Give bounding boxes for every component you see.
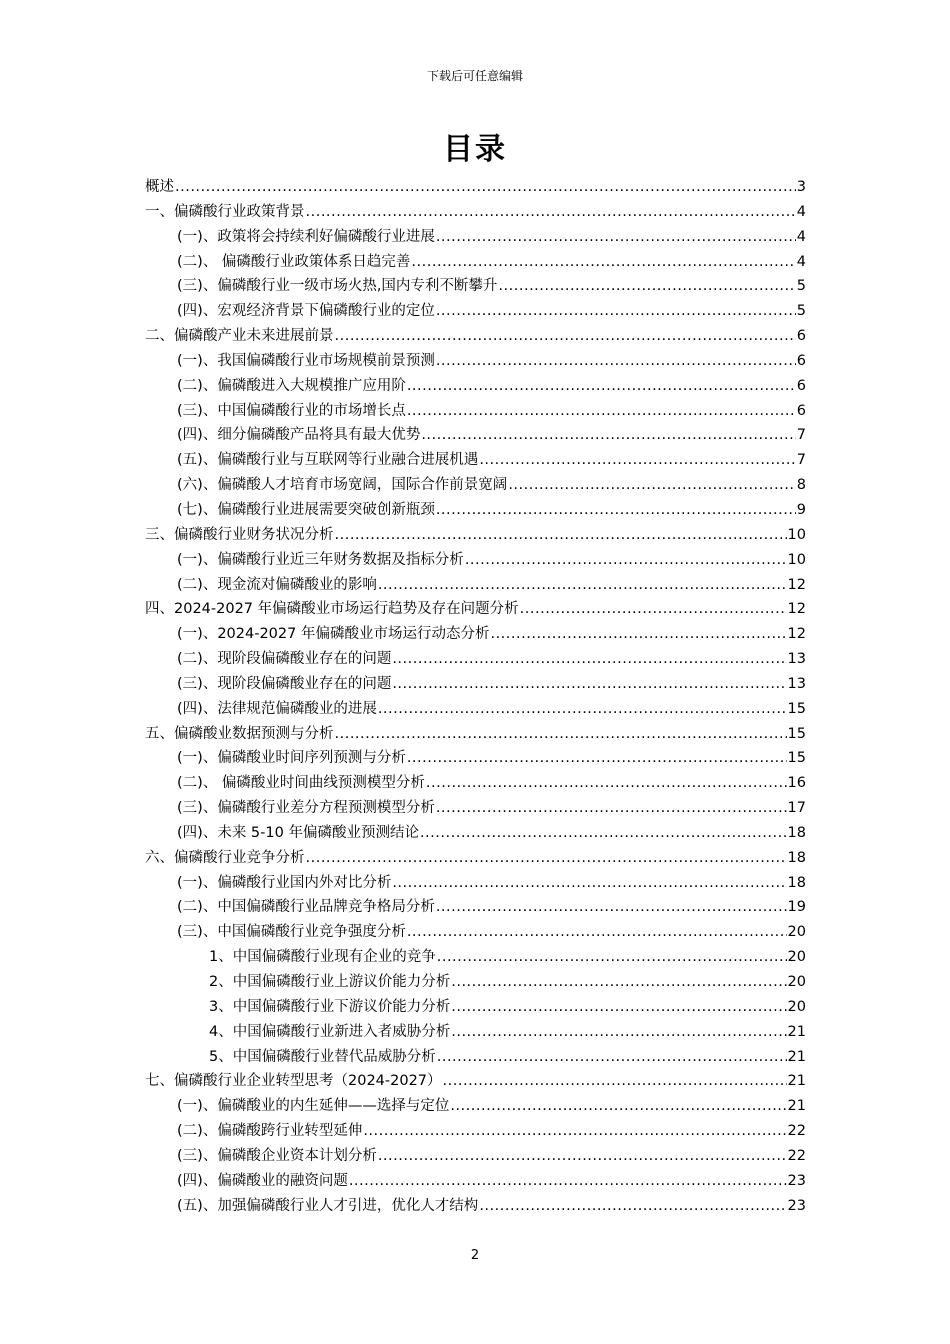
toc-leader-dots — [407, 378, 796, 394]
toc-entry[interactable] — [145, 672, 806, 697]
toc-entry[interactable] — [145, 970, 806, 995]
toc-entry-page: 15 — [787, 700, 806, 717]
toc-leader-dots — [479, 452, 795, 468]
toc-entry[interactable] — [145, 895, 806, 920]
toc-entry-title: 5、中国偏磷酸行业替代品威胁分析 — [209, 1048, 436, 1065]
toc-entry[interactable] — [145, 374, 806, 399]
toc-entry[interactable] — [145, 622, 806, 647]
toc-entry[interactable] — [145, 1119, 806, 1144]
toc-leader-dots — [451, 999, 786, 1015]
toc-entry-title: (二)、 偏磷酸业时间曲线预测模型分析 — [177, 775, 425, 792]
toc-entry-page: 6 — [796, 402, 806, 419]
toc-entry-page: 9 — [796, 501, 806, 518]
toc-entry-title: (四)、法律规范偏磷酸业的进展 — [177, 700, 377, 717]
toc-entry[interactable] — [145, 548, 806, 573]
toc-leader-dots — [306, 204, 796, 220]
toc-leader-dots — [335, 328, 796, 344]
toc-entry[interactable] — [145, 473, 806, 498]
toc-leader-dots — [306, 850, 787, 866]
toc-entry-title: (四)、细分偏磷酸产品将具有最大优势 — [177, 427, 421, 444]
toc-entry[interactable] — [145, 1094, 806, 1119]
toc-entry-page: 6 — [796, 352, 806, 369]
toc-entry-page: 13 — [787, 651, 806, 668]
toc-leader-dots — [450, 1098, 786, 1114]
toc-entry-title: (三)、中国偏磷酸行业的市场增长点 — [177, 402, 406, 419]
toc-leader-dots — [175, 179, 796, 195]
toc-leader-dots — [335, 726, 787, 742]
toc-entry-title: (四)、未来 5-10 年偏磷酸业预测结论 — [177, 824, 419, 841]
toc-entry-title: 1、中国偏磷酸行业现有企业的竞争 — [209, 949, 436, 966]
toc-leader-dots — [436, 800, 787, 816]
toc-entry-page: 8 — [796, 477, 806, 494]
toc-entry[interactable] — [145, 920, 806, 945]
toc-entry-title: 4、中国偏磷酸行业新进入者威胁分析 — [209, 1023, 451, 1040]
toc-entry[interactable] — [145, 299, 806, 324]
toc-leader-dots — [392, 676, 786, 692]
toc-entry[interactable] — [145, 821, 806, 846]
toc-entry-page: 21 — [787, 1073, 806, 1090]
toc-leader-dots — [436, 353, 796, 369]
toc-entry[interactable] — [145, 1069, 806, 1094]
page-number: 2 — [470, 1248, 480, 1263]
toc-leader-dots — [465, 552, 787, 568]
toc-entry-title: 3、中国偏磷酸行业下游议价能力分析 — [209, 998, 451, 1015]
toc-leader-dots — [436, 303, 796, 319]
toc-entry-title: (二)、偏磷酸进入大规模推广应用阶 — [177, 377, 406, 394]
toc-leader-dots — [426, 775, 787, 791]
toc-entry-title: 五、偏磷酸业数据预测与分析 — [145, 725, 334, 742]
toc-leader-dots — [407, 403, 796, 419]
toc-entry[interactable] — [145, 175, 806, 200]
toc-entry-title: 四、2024-2027 年偏磷酸业市场运行趋势及存在问题分析 — [145, 601, 519, 618]
toc-leader-dots — [436, 502, 796, 518]
toc-entry-title: (五)、偏磷酸行业与互联网等行业融合进展机遇 — [177, 452, 479, 469]
toc-entry-title: (四)、偏磷酸业的融资问题 — [177, 1172, 348, 1189]
toc-entry[interactable] — [145, 1194, 806, 1219]
toc-leader-dots — [451, 974, 786, 990]
toc-entry-page: 13 — [787, 675, 806, 692]
toc-entry-page: 21 — [787, 1048, 806, 1065]
toc-entry-title: 2、中国偏磷酸行业上游议价能力分析 — [209, 974, 451, 990]
toc-leader-dots — [479, 1198, 786, 1214]
toc-leader-dots — [498, 278, 795, 294]
toc-entry[interactable] — [145, 597, 806, 622]
toc-leader-dots — [407, 750, 787, 766]
toc-entry-title: (一)、政策将会持续利好偏磷酸行业进展 — [177, 228, 435, 245]
toc-entry-page: 20 — [787, 974, 806, 990]
toc-entry-title: (三)、中国偏磷酸行业竞争强度分析 — [177, 924, 406, 941]
toc-entry-page: 20 — [787, 998, 806, 1015]
toc-entry-page: 12 — [787, 576, 806, 593]
toc-entry[interactable] — [145, 1169, 806, 1194]
toc-entry-title: 二、偏磷酸产业未来进展前景 — [145, 328, 334, 345]
toc-entry-title: (二)、中国偏磷酸行业品牌竞争格局分析 — [177, 899, 435, 916]
toc-entry[interactable] — [145, 573, 806, 598]
toc-entry-page: 22 — [787, 1147, 806, 1164]
toc-entry-page: 5 — [796, 303, 806, 320]
toc-leader-dots — [363, 1123, 786, 1139]
toc-entry-title: (三)、现阶段偏磷酸业存在的问题 — [177, 675, 392, 692]
toc-entry-title: (一)、偏磷酸行业国内外对比分析 — [177, 874, 392, 891]
toc-entry-page: 4 — [796, 228, 806, 245]
toc-entry-title: (三)、偏磷酸行业一级市场火热,国内专利不断攀升 — [177, 278, 498, 295]
toc-leader-dots — [436, 229, 796, 245]
toc-entry[interactable] — [145, 250, 806, 275]
table-of-contents — [145, 175, 806, 1218]
toc-leader-dots — [335, 527, 787, 543]
toc-entry[interactable] — [145, 498, 806, 523]
toc-leader-dots — [392, 875, 786, 891]
toc-entry-title: 三、偏磷酸行业财务状况分析 — [145, 526, 334, 543]
toc-entry-page: 18 — [787, 874, 806, 891]
toc-entry-page: 4 — [796, 253, 806, 270]
toc-title: 目录 — [443, 132, 507, 167]
toc-entry[interactable] — [145, 722, 806, 747]
toc-entry[interactable] — [145, 796, 806, 821]
toc-entry-title: (一)、2024-2027 年偏磷酸业市场运行动态分析 — [177, 626, 490, 643]
toc-entry[interactable] — [145, 1144, 806, 1169]
toc-entry[interactable] — [145, 225, 806, 250]
toc-entry-title: (四)、宏观经济背景下偏磷酸行业的定位 — [177, 303, 435, 320]
toc-entry[interactable] — [145, 349, 806, 374]
toc-entry-page: 23 — [787, 1197, 806, 1214]
toc-entry[interactable] — [145, 399, 806, 424]
toc-entry[interactable] — [145, 274, 806, 299]
toc-entry-title: (二)、现金流对偏磷酸业的影响 — [177, 576, 377, 593]
toc-leader-dots — [378, 577, 787, 593]
toc-entry-title: (七)、偏磷酸行业进展需要突破创新瓶颈 — [177, 501, 435, 518]
toc-entry-title: (三)、偏磷酸企业资本计划分析 — [177, 1147, 377, 1164]
toc-entry[interactable] — [145, 871, 806, 896]
toc-entry[interactable] — [145, 523, 806, 548]
toc-leader-dots — [421, 427, 795, 443]
toc-entry[interactable] — [145, 945, 806, 970]
toc-leader-dots — [520, 601, 787, 617]
toc-entry-title: (二)、现阶段偏磷酸业存在的问题 — [177, 651, 392, 668]
toc-entry-page: 21 — [787, 1098, 806, 1115]
toc-leader-dots — [378, 701, 787, 717]
toc-leader-dots — [392, 651, 786, 667]
toc-leader-dots — [411, 254, 795, 270]
toc-entry-title: (二)、偏磷酸跨行业转型延伸 — [177, 1123, 363, 1140]
toc-entry-page: 16 — [787, 775, 806, 792]
toc-entry[interactable] — [145, 771, 806, 796]
toc-entry[interactable] — [145, 423, 806, 448]
toc-entry-title: (一)、偏磷酸行业近三年财务数据及指标分析 — [177, 551, 464, 568]
toc-entry[interactable] — [145, 647, 806, 672]
toc-entry-title: 六、偏磷酸行业竞争分析 — [145, 849, 305, 866]
toc-entry[interactable] — [145, 448, 806, 473]
toc-entry-page: 18 — [787, 849, 806, 866]
toc-entry-page: 7 — [796, 427, 806, 444]
toc-entry-title: (一)、偏磷酸业的内生延伸——选择与定位 — [177, 1098, 450, 1115]
toc-entry-page: 4 — [796, 203, 806, 220]
toc-entry[interactable] — [145, 746, 806, 771]
toc-entry[interactable] — [145, 1045, 806, 1070]
toc-entry-page: 10 — [787, 551, 806, 568]
toc-leader-dots — [437, 1049, 787, 1065]
toc-entry-page: 20 — [787, 949, 806, 966]
toc-entry-page: 7 — [796, 452, 806, 469]
toc-leader-dots — [443, 1073, 787, 1089]
toc-entry[interactable] — [145, 846, 806, 871]
toc-entry-page: 6 — [796, 328, 806, 345]
toc-entry-page: 15 — [787, 750, 806, 767]
toc-leader-dots — [420, 825, 787, 841]
page-header: 下载后可任意编辑 — [426, 69, 523, 83]
toc-leader-dots — [436, 899, 787, 915]
toc-entry-title: 一、偏磷酸行业政策背景 — [145, 203, 305, 220]
toc-leader-dots — [437, 949, 787, 965]
toc-entry-title: (二)、 偏磷酸行业政策体系日趋完善 — [177, 253, 411, 270]
toc-entry-page: 19 — [787, 899, 806, 916]
toc-entry-title: (五)、加强偏磷酸行业人才引进，优化人才结构 — [177, 1197, 479, 1214]
toc-entry-page: 17 — [787, 800, 806, 817]
toc-entry[interactable] — [145, 995, 806, 1020]
toc-entry[interactable] — [145, 697, 806, 722]
toc-entry[interactable] — [145, 1020, 806, 1045]
toc-entry-page: 22 — [787, 1123, 806, 1140]
toc-entry-title: 概述 — [145, 179, 174, 195]
toc-entry-page: 6 — [796, 377, 806, 394]
toc-entry-page: 20 — [787, 924, 806, 941]
toc-entry-page: 3 — [796, 179, 806, 195]
toc-entry-title: (六)、偏磷酸人才培育市场宽阔，国际合作前景宽阔 — [177, 477, 508, 494]
toc-entry-title: 七、偏磷酸行业企业转型思考（2024-2027） — [145, 1073, 442, 1090]
toc-entry-title: (三)、偏磷酸行业差分方程预测模型分析 — [177, 800, 435, 817]
toc-entry-page: 5 — [796, 278, 806, 295]
toc-leader-dots — [378, 1148, 787, 1164]
toc-entry-page: 10 — [787, 526, 806, 543]
toc-entry-page: 15 — [787, 725, 806, 742]
toc-leader-dots — [349, 1173, 787, 1189]
toc-leader-dots — [451, 1024, 786, 1040]
toc-entry[interactable] — [145, 200, 806, 225]
toc-entry-page: 21 — [787, 1023, 806, 1040]
toc-entry[interactable] — [145, 324, 806, 349]
toc-entry-page: 12 — [787, 626, 806, 643]
toc-leader-dots — [490, 626, 786, 642]
toc-leader-dots — [407, 924, 787, 940]
toc-entry-page: 23 — [787, 1172, 806, 1189]
toc-leader-dots — [508, 477, 795, 493]
toc-entry-page: 18 — [787, 824, 806, 841]
toc-entry-title: (一)、我国偏磷酸行业市场规模前景预测 — [177, 352, 435, 369]
toc-entry-page: 12 — [787, 601, 806, 618]
toc-entry-title: (一)、偏磷酸业时间序列预测与分析 — [177, 750, 406, 767]
